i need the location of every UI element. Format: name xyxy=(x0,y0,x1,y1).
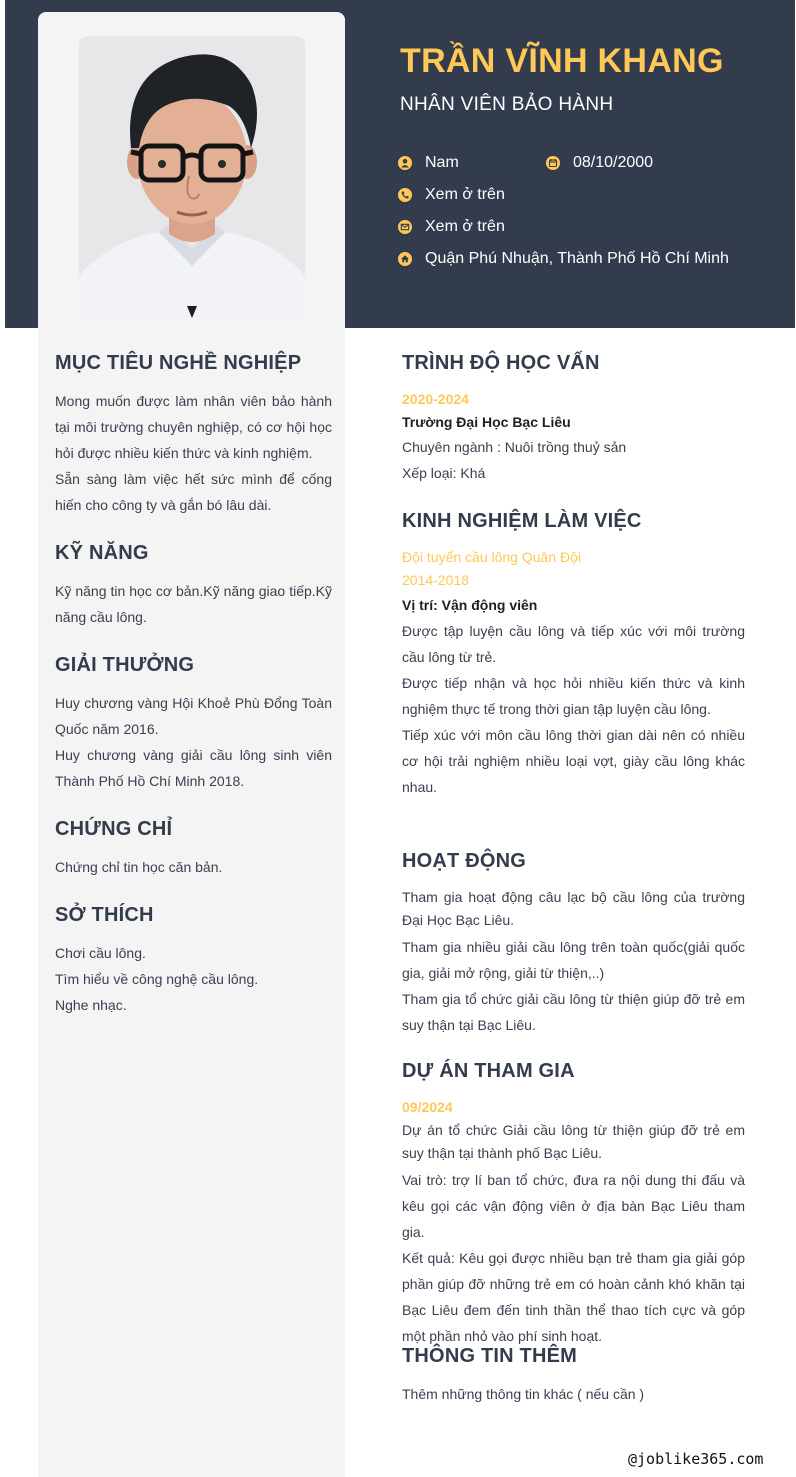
award-item: Huy chương vàng giải cầu lông sinh viên Thành Phố Hồ Chí Minh 2018. xyxy=(55,747,332,789)
job-title: NHÂN VIÊN BẢO HÀNH xyxy=(400,94,614,115)
home-icon xyxy=(398,252,412,266)
objective-text xyxy=(55,388,332,518)
activity-item: Tham gia tổ chức giải cầu lông từ thiện giúp đỡ trẻ em suy thận tại Bạc Liêu. xyxy=(402,991,745,1033)
more-info-title: THÔNG TIN THÊM xyxy=(402,1345,578,1367)
education-grade: Xếp loại: Khá xyxy=(402,465,486,481)
email-value: Xem ở trên xyxy=(425,218,505,235)
profile-photo xyxy=(79,36,305,318)
education-details xyxy=(402,434,745,486)
candidate-name: TRẦN VĨNH KHANG xyxy=(400,42,724,80)
activities-title: HOẠT ĐỘNG xyxy=(402,850,527,872)
watermark: @joblike365.com xyxy=(628,1450,764,1468)
hobby-item: Tìm hiểu về công nghệ cầu lông. xyxy=(55,971,259,987)
projects-title: DỰ ÁN THAM GIA xyxy=(402,1060,575,1082)
hobby-item: Chơi cầu lông. xyxy=(55,945,146,961)
certificates-text xyxy=(55,854,332,880)
education-period: 2020-2024 xyxy=(402,391,469,407)
experience-item: Được tập luyện cầu lông và tiếp xúc với môi trường cầu lông từ trẻ. xyxy=(402,623,745,665)
experience-position: Vị trí: Vận động viên xyxy=(402,597,538,613)
awards-text xyxy=(55,690,332,794)
experience-period: 2014-2018 xyxy=(402,572,469,588)
education-school: Trường Đại Học Bạc Liêu xyxy=(402,414,571,430)
phone-icon xyxy=(398,188,412,202)
experience-item: Tiếp xúc với môn cầu lông thời gian dài nên có nhiều cơ hội trải nghiệm nhiều loại vợt, giày cầu lông khác nhau. xyxy=(402,727,745,795)
hobbies-text xyxy=(55,940,332,1018)
birthdate-value: 08/10/2000 xyxy=(573,154,654,171)
address-value: Quận Phú Nhuận, Thành Phố Hồ Chí Minh xyxy=(425,250,729,267)
certificate-item: Chứng chỉ tin học căn bản. xyxy=(55,859,223,875)
skills-paragraph: Kỹ năng tin học cơ bản.Kỹ năng giao tiếp.Kỹ năng cầu lông. xyxy=(55,583,332,625)
more-info-text xyxy=(402,1381,745,1407)
education-title: TRÌNH ĐỘ HỌC VẤN xyxy=(402,352,600,374)
hobby-item: Nghe nhạc. xyxy=(55,997,127,1013)
activity-item: Tham gia nhiều giải cầu lông trên toàn quốc(giải quốc gia, giải mở rộng, giải từ thiện,..) xyxy=(402,939,745,981)
more-info-item: Thêm những thông tin khác ( nếu cần ) xyxy=(402,1386,645,1402)
project-item: Dự án tổ chức Giải cầu lông từ thiện giúp đỡ trẻ em suy thận tại thành phố Bạc Liêu. xyxy=(402,1122,745,1161)
phone-value: Xem ở trên xyxy=(425,186,505,203)
experience-details xyxy=(402,618,745,800)
experience-org: Đội tuyển cầu lông Quân Đội xyxy=(402,549,581,565)
projects-period: 09/2024 xyxy=(402,1099,453,1115)
certificates-title: CHỨNG CHỈ xyxy=(55,818,173,840)
objective-title: MỤC TIÊU NGHỀ NGHIỆP xyxy=(55,352,302,374)
skills-text xyxy=(55,578,332,630)
projects-details xyxy=(402,1119,745,1349)
gender-value: Nam xyxy=(425,154,459,171)
calendar-icon xyxy=(546,156,560,170)
project-item: Kết quả: Kêu gọi được nhiều bạn trẻ tham gia giải góp phần giúp đỡ những trẻ em có hoàn cảnh khó khăn tại Bạc Liêu đem đến tinh thần thể thao tích cực và góp một phần nhỏ vào phí sinh hoạt. xyxy=(402,1250,745,1344)
education-major: Chuyên ngành : Nuôi trồng thuỷ sản xyxy=(402,439,627,455)
user-icon xyxy=(398,156,412,170)
objective-paragraph: Sẵn sàng làm việc hết sức mình để cống hiến cho công ty và gắn bó lâu dài. xyxy=(55,471,332,513)
skills-title: KỸ NĂNG xyxy=(55,542,149,564)
award-item: Huy chương vàng Hội Khoẻ Phù Đổng Toàn Quốc năm 2016. xyxy=(55,695,332,737)
activity-item: Tham gia hoạt động câu lạc bộ cầu lông của trường Đại Học Bạc Liêu. xyxy=(402,889,745,928)
awards-title: GIẢI THƯỞNG xyxy=(55,654,195,676)
project-item: Vai trò: trợ lí ban tổ chức, đưa ra nội dung thi đấu và kêu gọi các vận động viên ở địa bàn Bạc Liêu tham gia. xyxy=(402,1172,745,1240)
experience-item: Được tiếp nhận và học hỏi nhiều kiến thức và kinh nghiệm thực tế trong thời gian tập luyện cầu lông. xyxy=(402,675,745,717)
hobbies-title: SỞ THÍCH xyxy=(55,904,154,926)
objective-paragraph: Mong muốn được làm nhân viên bảo hành tại môi trường chuyên nghiệp, có cơ hội học hỏi được nhiều kiến thức và kinh nghiệm. xyxy=(55,393,332,461)
activities-details xyxy=(402,886,745,1038)
envelope-icon xyxy=(398,220,412,234)
experience-title: KINH NGHIỆM LÀM VIỆC xyxy=(402,510,642,532)
